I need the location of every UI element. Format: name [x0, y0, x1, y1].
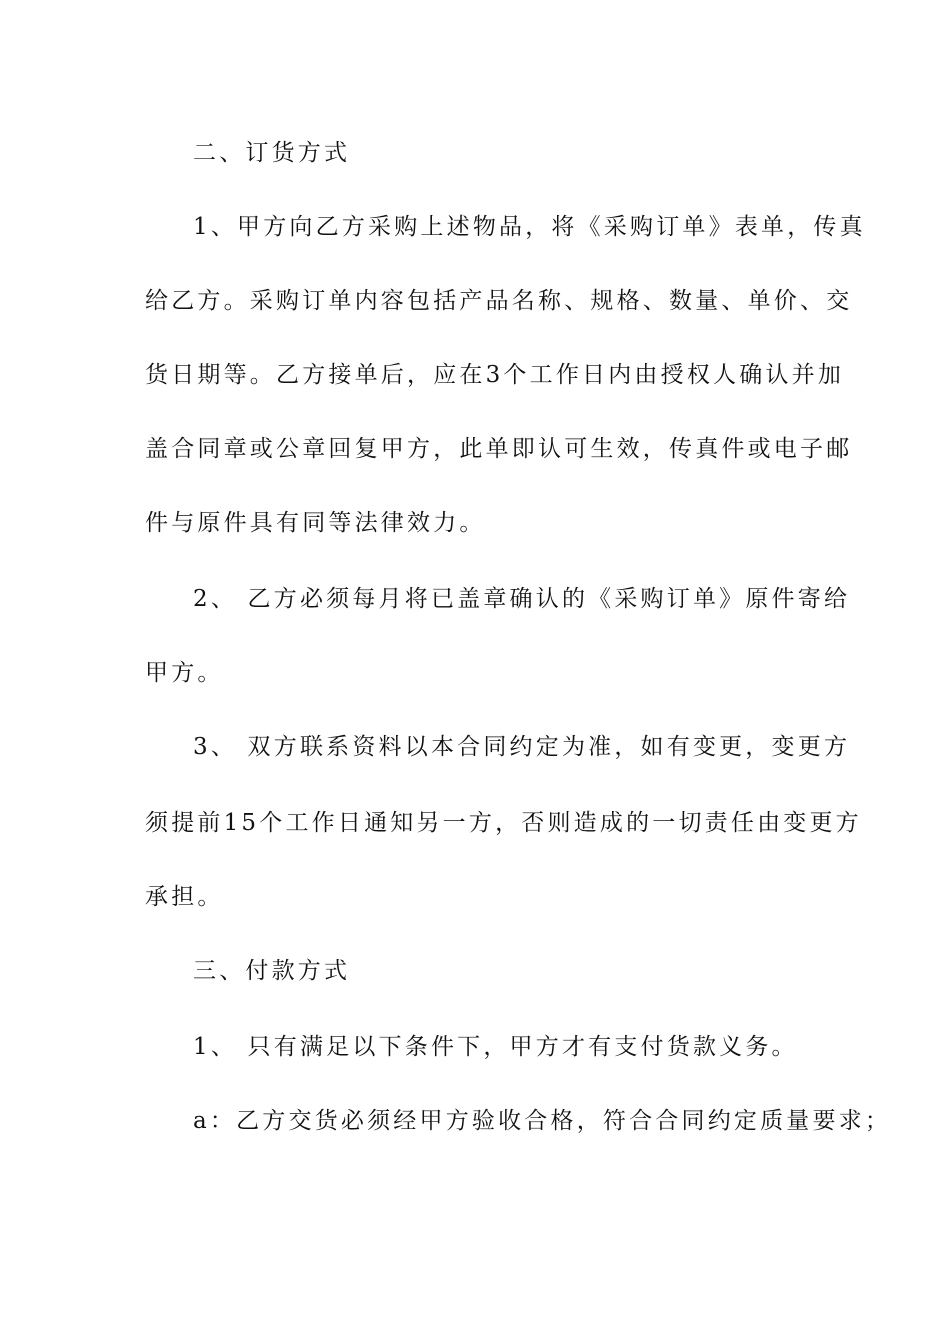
section-heading-ordering: 二、订货方式: [193, 140, 351, 166]
section-heading-payment: 三、付款方式: [193, 958, 351, 984]
paragraph-line: 3、 双方联系资料以本合同约定为准，如有变更，变更方: [193, 734, 851, 760]
paragraph-line: 货日期等。乙方接单后，应在3个工作日内由授权人确认并加: [145, 362, 845, 388]
paragraph-line: 甲方。: [145, 660, 224, 686]
paragraph-line: 给乙方。采购订单内容包括产品名称、规格、数量、单价、交: [145, 288, 853, 314]
paragraph-line: 件与原件具有同等法律效力。: [145, 510, 486, 536]
paragraph-line: 盖合同章或公章回复甲方，此单即认可生效，传真件或电子邮: [145, 436, 853, 462]
paragraph-line: 承担。: [145, 884, 224, 910]
paragraph-line: 1、 只有满足以下条件下，甲方才有支付货款义务。: [193, 1034, 798, 1060]
paragraph-line: a：乙方交货必须经甲方验收合格，符合合同约定质量要求；: [193, 1108, 892, 1134]
paragraph-line: 2、 乙方必须每月将已盖章确认的《采购订单》原件寄给: [193, 586, 851, 612]
paragraph-line: 1、甲方向乙方采购上述物品，将《采购订单》表单，传真: [193, 214, 866, 240]
paragraph-line: 须提前15个工作日通知另一方，否则造成的一切责任由变更方: [145, 810, 862, 836]
